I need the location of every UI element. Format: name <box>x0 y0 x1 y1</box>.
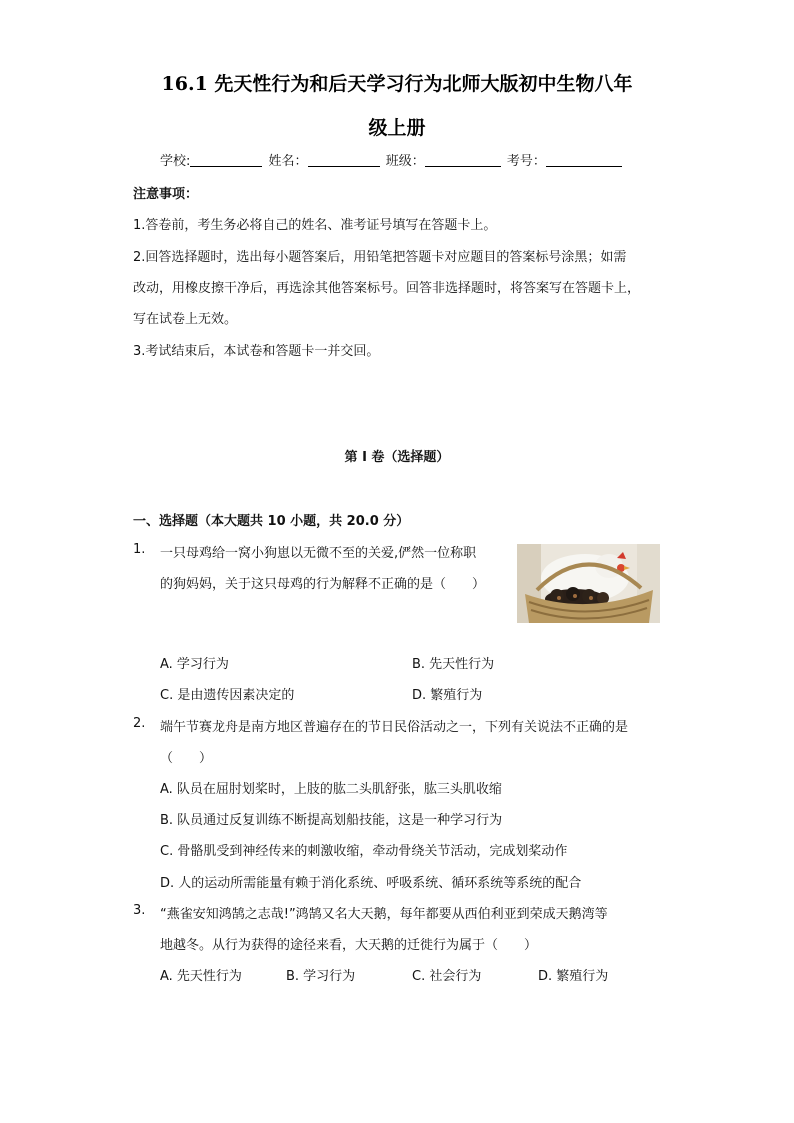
number-blank[interactable] <box>546 152 622 167</box>
question-3-option-a[interactable]: A. 先天性行为 <box>160 969 242 984</box>
question-3-line-1: “燕雀安知鸿鹄之志哉!”鸿鹄又名大天鹅，每年都要从西伯利亚到荣成天鹅湾等 <box>160 907 608 922</box>
question-2-line-2: （ ） <box>160 751 213 766</box>
notice-item-3: 3.考试结束后，本试卷和答题卡一并交回。 <box>133 344 380 359</box>
name-blank[interactable] <box>308 152 380 167</box>
school-blank[interactable] <box>190 152 262 167</box>
hen-with-puppies-illustration <box>517 544 660 623</box>
question-2-line-1: 端午节赛龙舟是南方地区普遍存在的节日民俗活动之一，下列有关说法不正确的是 <box>160 720 629 735</box>
hen-with-puppies-photo <box>517 544 660 623</box>
name-label: 姓名： <box>268 154 308 169</box>
notice-heading: 注意事项： <box>133 187 199 202</box>
question-3-option-d[interactable]: D. 繁殖行为 <box>538 969 609 984</box>
question-1-option-d[interactable]: D. 繁殖行为 <box>412 688 483 703</box>
document-title-line-1: 16.1 先天性行为和后天学习行为北师大版初中生物八年 <box>161 73 633 95</box>
document-title-line-2: 级上册 <box>368 117 426 139</box>
class-blank[interactable] <box>425 152 501 167</box>
question-3-number: 3. <box>133 903 146 918</box>
school-label: 学校: <box>160 154 191 169</box>
question-1-number: 1. <box>133 542 146 557</box>
question-1-option-b[interactable]: B. 先天性行为 <box>412 657 495 672</box>
class-label: 班级： <box>385 154 425 169</box>
volume-title: 第 I 卷（选择题） <box>344 450 450 465</box>
question-2-option-c[interactable]: C. 骨骼肌受到神经传来的刺激收缩，牵动骨绕关节活动，完成划桨动作 <box>160 844 568 859</box>
part-heading: 一、选择题（本大题共 10 小题，共 20.0 分） <box>133 514 410 529</box>
question-3-option-c[interactable]: C. 社会行为 <box>412 969 482 984</box>
question-1-line-2: 的狗妈妈，关于这只母鸡的行为解释不正确的是（ ） <box>160 577 486 592</box>
notice-item-1: 1.答卷前，考生务必将自己的姓名、准考证号填写在答题卡上。 <box>133 218 497 233</box>
notice-item-2-line-1: 2.回答选择题时，选出每小题答案后，用铅笔把答题卡对应题目的答案标号涂黑；如需 <box>133 250 627 265</box>
question-1-option-a[interactable]: A. 学习行为 <box>160 657 229 672</box>
notice-item-2-line-2: 改动，用橡皮擦干净后，再选涂其他答案标号。回答非选择题时，将答案写在答题卡上， <box>133 281 641 296</box>
question-2-option-d[interactable]: D. 人的运动所需能量有赖于消化系统、呼吸系统、循环系统等系统的配合 <box>160 876 582 891</box>
question-1-option-c[interactable]: C. 是由遗传因素决定的 <box>160 688 295 703</box>
question-2-option-b[interactable]: B. 队员通过反复训练不断提高划船技能，这是一种学习行为 <box>160 813 503 828</box>
question-1-line-1: 一只母鸡给一窝小狗崽以无微不至的关爱,俨然一位称职 <box>160 546 477 561</box>
number-label: 考号： <box>506 154 546 169</box>
question-3-line-2: 地越冬。从行为获得的途径来看，大天鹅的迁徙行为属于（ ） <box>160 938 538 953</box>
question-3-option-b[interactable]: B. 学习行为 <box>286 969 356 984</box>
question-2-option-a[interactable]: A. 队员在屈肘划桨时，上肢的肱二头肌舒张，肱三头肌收缩 <box>160 782 502 797</box>
student-info-row <box>160 150 624 169</box>
question-2-number: 2. <box>133 716 146 731</box>
notice-item-2-line-3: 写在试卷上无效。 <box>133 312 238 327</box>
